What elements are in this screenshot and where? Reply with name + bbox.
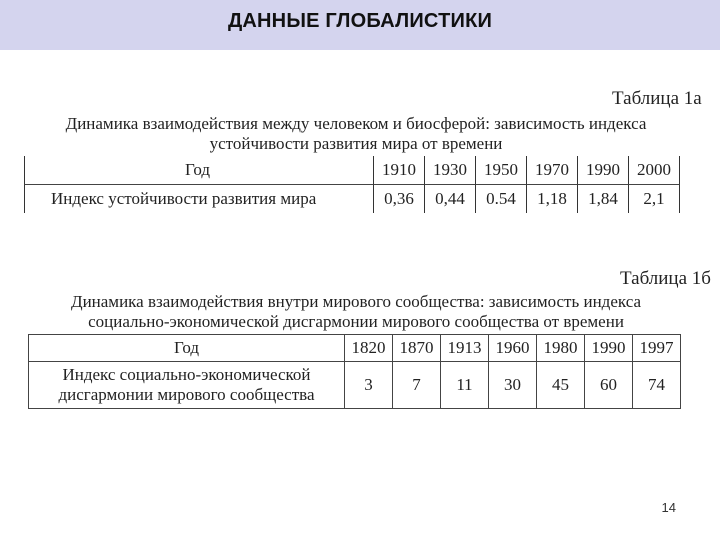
page-number: 14: [661, 500, 676, 515]
table2-header-row: [29, 335, 681, 362]
table2-value-cell: 3: [345, 362, 393, 409]
table1-row-label: Индекс устойчивости развития мира: [24, 185, 373, 213]
table2-value-cell: 30: [489, 362, 537, 409]
table2-value-cell: 60: [585, 362, 633, 409]
slide-title: ДАННЫЕ ГЛОБАЛИСТИКИ: [227, 10, 493, 32]
table1-value-cell: 1,84: [577, 185, 628, 213]
table2-year-cell: 1960: [489, 335, 537, 362]
slide-header: [0, 0, 720, 50]
table2-row-label: [29, 362, 345, 409]
table2-caption-line1: Динамика взаимодействия внутри мирового сообщества: зависимость индекса: [70, 292, 642, 311]
table1-caption-line1: Динамика взаимодействия между человеком и биосферой: зависимость индекса: [65, 114, 647, 133]
table2-year-cell: 1870: [393, 335, 441, 362]
table2-year-cell: 1997: [633, 335, 681, 362]
table1-header-row: [24, 156, 680, 185]
table2-row-label-line2: дисгармонии мирового сообщества: [58, 385, 315, 404]
table1-year-cell: 2000: [628, 156, 680, 185]
table1-value-cell: 0,36: [373, 185, 424, 213]
table1-year-cell: 1970: [526, 156, 577, 185]
table1: [24, 156, 680, 213]
table2-label: Таблица 1б: [620, 268, 711, 289]
table1-value-cell: 0,44: [424, 185, 475, 213]
table1-year-cell: 1910: [373, 156, 424, 185]
table1-value-cell: 0.54: [475, 185, 526, 213]
table1-value-cell: 2,1: [628, 185, 680, 213]
table2-value-cell: 45: [537, 362, 585, 409]
table1-value-cell: 1,18: [526, 185, 577, 213]
table1-year-cell: 1950: [475, 156, 526, 185]
table2-year-cell: 1990: [585, 335, 633, 362]
table2-value-cell: 74: [633, 362, 681, 409]
table2-value-cell: 11: [441, 362, 489, 409]
table1-year-cell: 1930: [424, 156, 475, 185]
table1-label: Таблица 1а: [612, 88, 702, 109]
table2-row-label-line1: Индекс социально-экономической: [62, 365, 311, 384]
table2-value-row: [29, 362, 681, 409]
table2-header-label: Год: [29, 335, 345, 362]
table1-value-row: [24, 185, 680, 213]
table2-value-cell: 7: [393, 362, 441, 409]
table1-header-label: Год: [24, 156, 373, 185]
table1-year-cell: 1990: [577, 156, 628, 185]
table2-year-cell: 1820: [345, 335, 393, 362]
table2: [28, 334, 681, 409]
table1-caption-line2: устойчивости развития мира от времени: [209, 134, 503, 153]
table2-caption-line2: социально-экономической дисгармонии мирового сообщества от времени: [88, 312, 624, 331]
table2-year-cell: 1980: [537, 335, 585, 362]
table2-year-cell: 1913: [441, 335, 489, 362]
